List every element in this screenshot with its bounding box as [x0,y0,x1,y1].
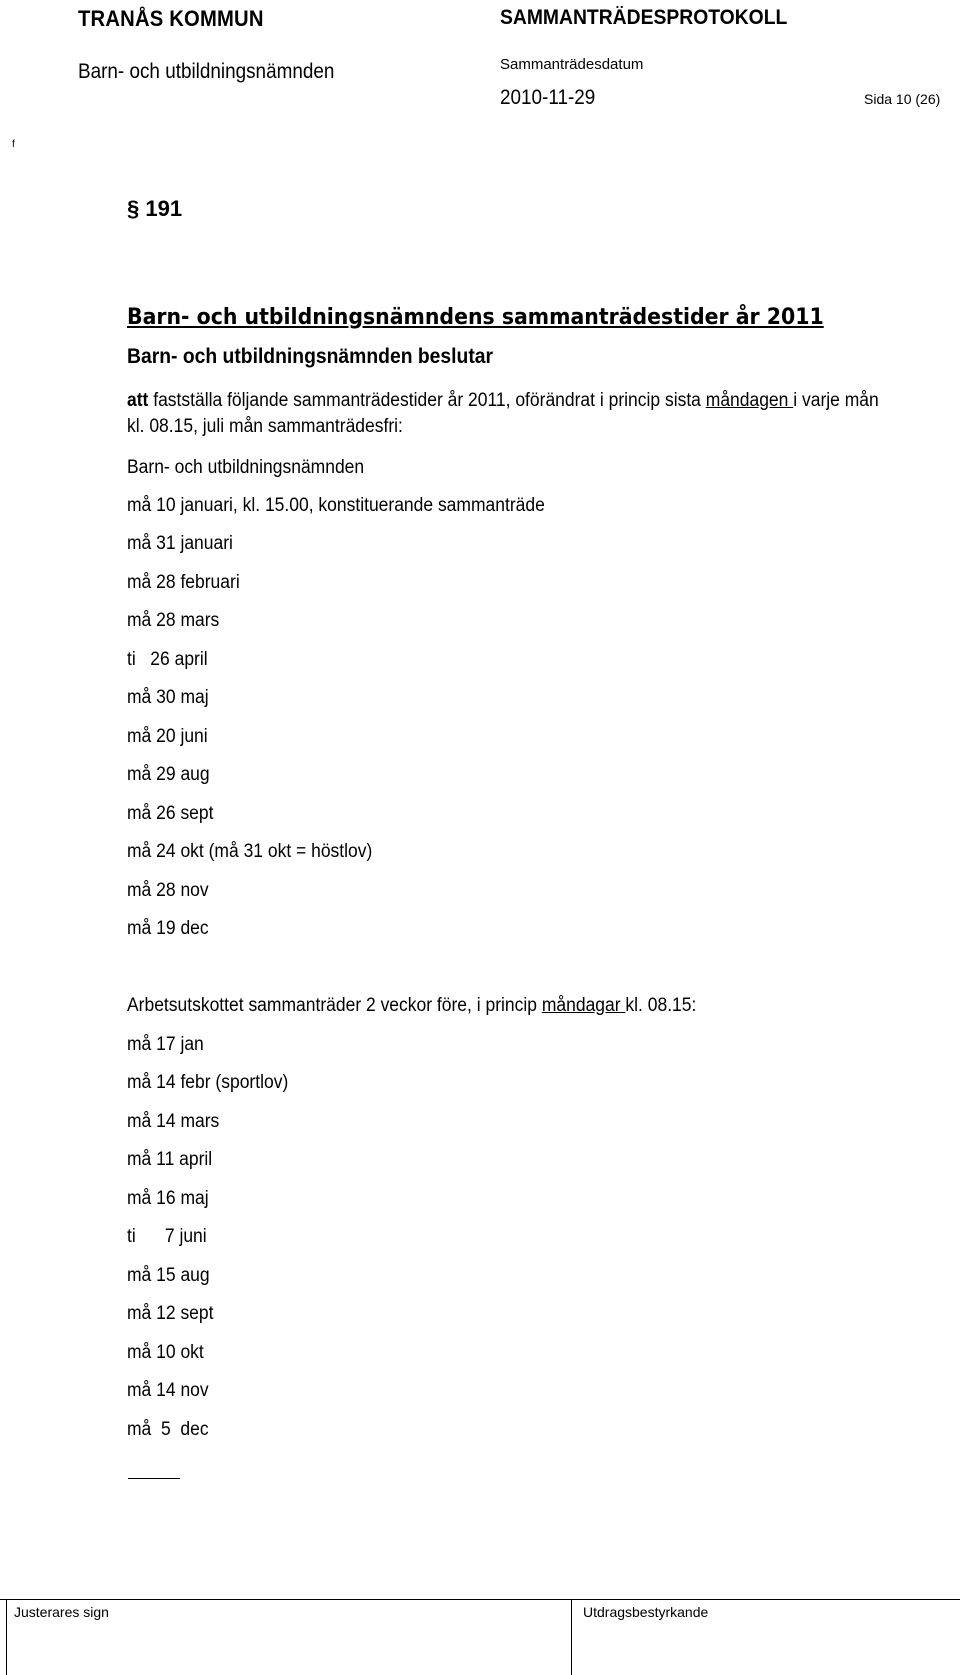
municipality-name: TRANÅS KOMMUN [78,6,264,31]
list-item: må 10 januari, kl. 15.00, konstituerande sammanträde [127,495,545,516]
committee-intro [127,995,696,1017]
decision-text-before: fastställa följande sammanträdestider år 2011, oförändrat i princip sista [148,390,706,411]
list-item: må 26 sept [127,803,214,824]
page-number: Sida 10 (26) [864,91,941,107]
meeting-date: 2010-11-29 [500,86,596,109]
paragraph-number: § 191 [127,196,183,221]
list-item: må 15 aug [127,1265,210,1286]
document-type: SAMMANTRÄDESPROTOKOLL [500,6,788,29]
list-item: må 20 juni [127,726,208,747]
board-name: Barn- och utbildningsnämnden [78,60,335,83]
section-heading: Barn- och utbildningsnämndens sammanträdestider år 2011 [127,305,824,330]
list-item: må 11 april [127,1149,213,1170]
list-item: må 14 febr (sportlov) [127,1072,289,1093]
footer-cell-border [6,1599,7,1675]
list-item: må 14 nov [127,1380,209,1401]
list-item: må 16 maj [127,1188,209,1209]
list-item: må 29 aug [127,764,210,785]
committee-text-before: Arbetsutskottet sammanträder 2 veckor före, i princip [127,995,542,1016]
list-item: må 17 jan [127,1034,204,1055]
committee-text-after: kl. 08.15: [625,995,697,1016]
footer-cell-border [571,1599,572,1675]
list-item: må 10 okt [127,1342,204,1363]
list-item: må 28 nov [127,880,209,901]
list-item: ti 7 juni [127,1226,207,1247]
decision-att: att [127,390,149,411]
list-item: må 14 mars [127,1111,220,1132]
certification-label: Utdragsbestyrkande [583,1604,709,1620]
closing-rule [128,1478,180,1479]
list-item: må 31 januari [127,533,233,554]
footer-divider [0,1599,960,1600]
board-section-title: Barn- och utbildningsnämnden [127,457,365,478]
list-item: må 28 februari [127,572,240,593]
committee-underlined: måndagar [541,995,626,1016]
adjuster-sign-label: Justerares sign [14,1604,109,1620]
decision-heading: Barn- och utbildningsnämnden beslutar [127,345,494,368]
list-item: må 5 dec [127,1419,209,1440]
list-item: ti 26 april [127,649,208,670]
stray-mark: f [12,139,15,150]
meeting-date-label: Sammanträdesdatum [500,56,644,73]
list-item: må 24 okt (må 31 okt = höstlov) [127,841,373,862]
list-item: må 30 maj [127,687,209,708]
list-item: må 12 sept [127,1303,214,1324]
decision-text-line2: kl. 08.15, juli mån sammanträdesfri: [127,416,403,437]
decision-text-after: i varje mån [793,390,879,411]
list-item: må 19 dec [127,918,209,939]
decision-underlined: måndagen [705,390,794,411]
list-item: må 28 mars [127,610,220,631]
decision-text-line1 [127,390,879,412]
